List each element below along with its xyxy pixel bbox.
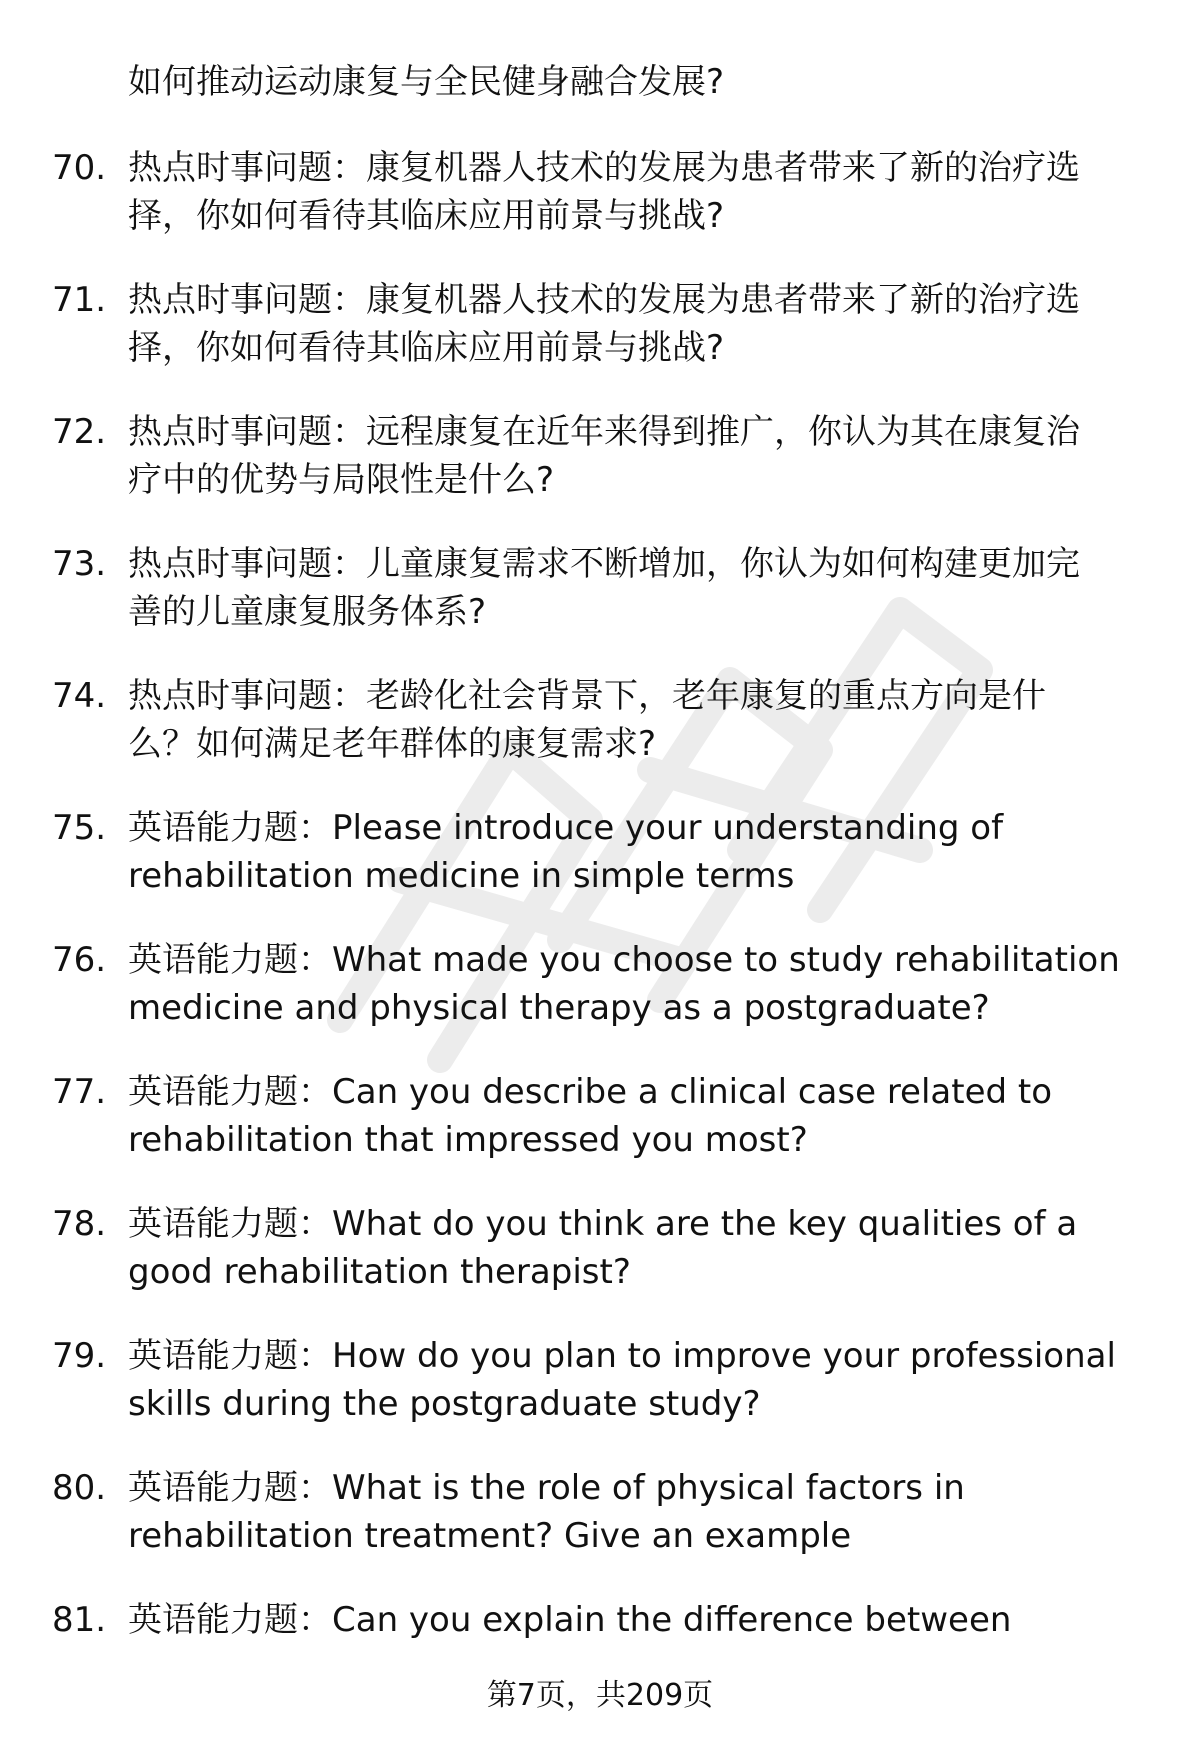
question-line: skills during the postgraduate study?	[128, 1384, 761, 1424]
question-number: 72.	[52, 412, 107, 452]
question-number: 70.	[52, 148, 107, 188]
list-item	[52, 144, 1162, 240]
question-line: rehabilitation that impressed you most?	[128, 1120, 808, 1160]
question-text	[128, 276, 1162, 372]
question-number: 74.	[52, 676, 107, 716]
question-text	[128, 1200, 1162, 1296]
question-text	[128, 408, 1162, 504]
question-line: 英语能力题：How do you plan to improve your professional	[128, 1336, 1116, 1376]
question-line: 英语能力题：What made you choose to study rehabilitation	[128, 940, 1120, 980]
question-line: 英语能力题：Can you explain the difference between	[128, 1600, 1012, 1640]
question-line: 热点时事问题：老龄化社会背景下，老年康复的重点方向是什	[128, 676, 1046, 716]
question-text	[128, 1068, 1162, 1164]
list-item	[52, 1068, 1162, 1164]
question-number: 71.	[52, 280, 107, 320]
question-text	[128, 672, 1162, 768]
question-line: 热点时事问题：儿童康复需求不断增加，你认为如何构建更加完	[128, 544, 1080, 584]
question-text	[128, 540, 1162, 636]
list-item	[52, 540, 1162, 636]
question-line: rehabilitation medicine in simple terms	[128, 856, 795, 896]
question-number: 78.	[52, 1204, 107, 1244]
question-number: 76.	[52, 940, 107, 980]
question-line: 疗中的优势与局限性是什么?	[128, 460, 555, 500]
question-text	[128, 144, 1162, 240]
question-number: 75.	[52, 808, 107, 848]
question-number: 77.	[52, 1072, 107, 1112]
list-item	[52, 672, 1162, 768]
question-line: 英语能力题：Please introduce your understanding of	[128, 808, 1004, 848]
question-line: 英语能力题：What do you think are the key qualities of a	[128, 1204, 1078, 1244]
question-line: good rehabilitation therapist?	[128, 1252, 631, 1292]
list-item	[52, 1596, 1162, 1644]
question-text	[128, 804, 1162, 900]
question-line: medicine and physical therapy as a postgraduate?	[128, 988, 990, 1028]
question-line: 么？如何满足老年群体的康复需求?	[128, 724, 657, 764]
question-text	[128, 1332, 1162, 1428]
list-item	[52, 1332, 1162, 1428]
list-item	[52, 1464, 1162, 1560]
question-number: 79.	[52, 1336, 107, 1376]
question-list	[52, 144, 1162, 1680]
question-line: 择，你如何看待其临床应用前景与挑战?	[128, 328, 725, 368]
list-item	[52, 936, 1162, 1032]
question-number: 73.	[52, 544, 107, 584]
question-line: 善的儿童康复服务体系?	[128, 592, 487, 632]
question-text	[128, 1464, 1162, 1560]
list-item	[52, 1200, 1162, 1296]
page-footer: 第7页，共209页	[486, 1678, 714, 1713]
question-line: 英语能力题：What is the role of physical factors in	[128, 1468, 965, 1508]
question-line: 热点时事问题：康复机器人技术的发展为患者带来了新的治疗选	[128, 148, 1080, 188]
question-text	[128, 936, 1162, 1032]
question-text	[128, 1596, 1162, 1644]
question-line: 择，你如何看待其临床应用前景与挑战?	[128, 196, 725, 236]
question-line: 热点时事问题：远程康复在近年来得到推广，你认为其在康复治	[128, 412, 1080, 452]
question-number: 80.	[52, 1468, 107, 1508]
question-line: 英语能力题：Can you describe a clinical case related to	[128, 1072, 1053, 1112]
question-number: 81.	[52, 1600, 107, 1640]
list-item	[52, 276, 1162, 372]
list-item	[52, 408, 1162, 504]
list-item	[52, 804, 1162, 900]
question-line: 热点时事问题：康复机器人技术的发展为患者带来了新的治疗选	[128, 280, 1080, 320]
question-line: rehabilitation treatment? Give an example	[128, 1516, 852, 1556]
continued-question-text: 如何推动运动康复与全民健身融合发展?	[128, 62, 725, 102]
